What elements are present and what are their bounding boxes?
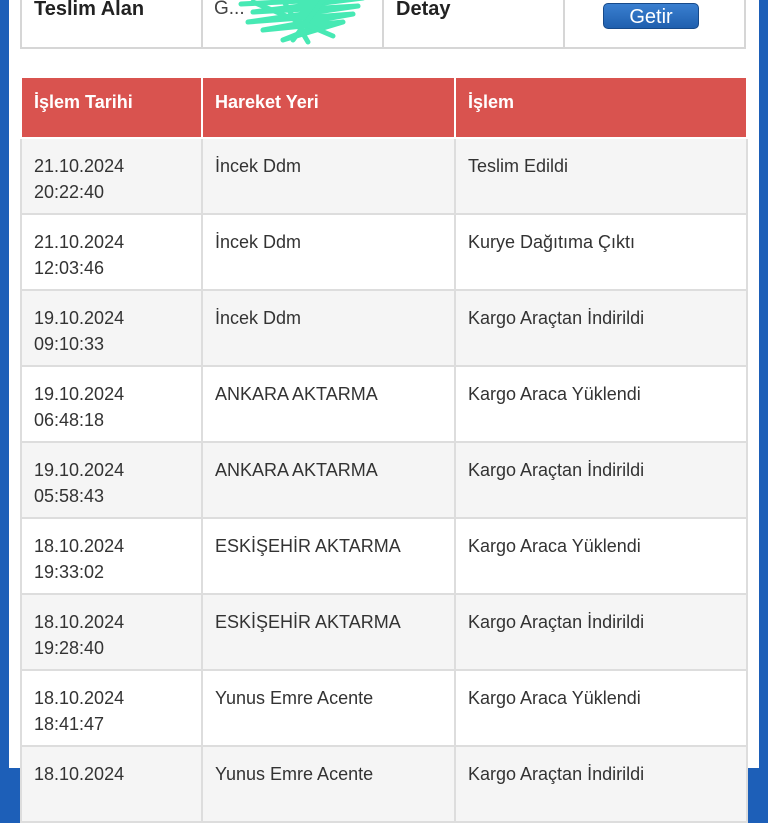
cell-time: 18:41:47 xyxy=(34,714,105,734)
cell-time: 09:10:33 xyxy=(34,334,105,354)
table-row xyxy=(21,442,747,518)
table-row xyxy=(21,518,747,594)
cell-datetime xyxy=(21,138,202,214)
cell-time: 19:33:02 xyxy=(34,562,105,582)
header-date: İşlem Tarihi xyxy=(21,78,202,138)
cell-time: 12:03:46 xyxy=(34,258,105,278)
cell-datetime xyxy=(21,366,202,442)
cell-action: Teslim Edildi xyxy=(455,138,747,214)
recipient-label-cell xyxy=(22,0,203,47)
cell-action: Kargo Araca Yüklendi xyxy=(455,366,747,442)
cell-datetime xyxy=(21,214,202,290)
cell-action: Kargo Araçtan İndirildi xyxy=(455,746,747,822)
cell-date: 21.10.2024 xyxy=(34,232,125,252)
cell-datetime xyxy=(21,518,202,594)
cell-date: 18.10.2024 xyxy=(34,764,125,784)
cell-time: 19:28:40 xyxy=(34,638,105,658)
cell-datetime xyxy=(21,442,202,518)
cell-date: 19.10.2024 xyxy=(34,308,125,328)
recipient-label: Teslim Alan xyxy=(34,0,145,20)
table-row xyxy=(21,366,747,442)
cell-datetime xyxy=(21,746,202,822)
tracking-panel xyxy=(9,0,759,784)
cell-datetime xyxy=(21,594,202,670)
cell-location: ESKİŞEHİR AKTARMA xyxy=(202,518,455,594)
detail-label: Detay xyxy=(396,0,451,20)
table-row xyxy=(21,138,747,214)
cell-location: İncek Ddm xyxy=(202,138,455,214)
cell-location: ESKİŞEHİR AKTARMA xyxy=(202,594,455,670)
table-row xyxy=(21,214,747,290)
cell-date: 18.10.2024 xyxy=(34,612,125,632)
table-row xyxy=(21,670,747,746)
cell-time: 05:58:43 xyxy=(34,486,105,506)
tracking-history-table xyxy=(20,78,748,823)
cell-location: Yunus Emre Acente xyxy=(202,670,455,746)
cell-action: Kargo Araçtan İndirildi xyxy=(455,442,747,518)
cell-location: Yunus Emre Acente xyxy=(202,746,455,822)
cell-location: İncek Ddm xyxy=(202,290,455,366)
cell-time: 20:22:40 xyxy=(34,182,105,202)
recipient-info-row xyxy=(20,0,746,49)
cell-date: 19.10.2024 xyxy=(34,460,125,480)
cell-action: Kargo Araca Yüklendi xyxy=(455,518,747,594)
recipient-value-cell xyxy=(203,0,384,47)
cell-action: Kargo Araçtan İndirildi xyxy=(455,290,747,366)
recipient-value: G... xyxy=(214,0,245,19)
cell-action: Kargo Araca Yüklendi xyxy=(455,670,747,746)
cell-date: 18.10.2024 xyxy=(34,688,125,708)
cell-action: Kargo Araçtan İndirildi xyxy=(455,594,747,670)
cell-date: 21.10.2024 xyxy=(34,156,125,176)
cell-date: 18.10.2024 xyxy=(34,536,125,556)
cell-location: ANKARA AKTARMA xyxy=(202,366,455,442)
detail-action-cell xyxy=(565,0,744,47)
table-row xyxy=(21,746,747,822)
cell-time: 06:48:18 xyxy=(34,410,105,430)
header-location: Hareket Yeri xyxy=(202,78,455,138)
fetch-details-button[interactable]: Getir xyxy=(603,3,699,29)
cell-action: Kurye Dağıtıma Çıktı xyxy=(455,214,747,290)
cell-date: 19.10.2024 xyxy=(34,384,125,404)
detail-label-cell xyxy=(384,0,565,47)
cell-datetime xyxy=(21,670,202,746)
cell-location: İncek Ddm xyxy=(202,214,455,290)
table-row xyxy=(21,594,747,670)
header-action: İşlem xyxy=(455,78,747,138)
cell-datetime xyxy=(21,290,202,366)
redaction-scribble xyxy=(223,0,373,48)
table-row xyxy=(21,290,747,366)
table-header-row xyxy=(21,78,747,138)
cell-location: ANKARA AKTARMA xyxy=(202,442,455,518)
